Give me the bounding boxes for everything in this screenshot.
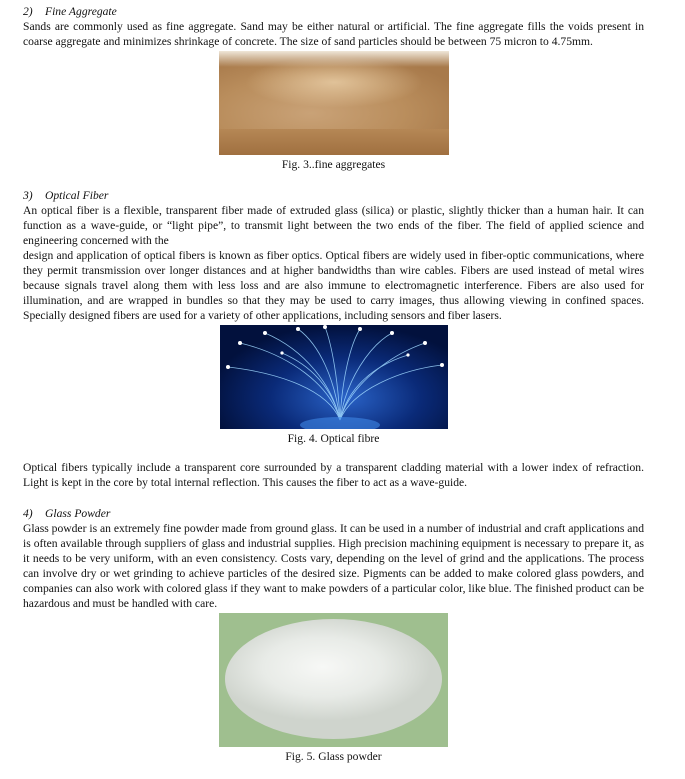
optical-fiber-image	[220, 325, 448, 429]
sand-image	[219, 51, 449, 155]
suppliers-link[interactable]: suppliers	[144, 537, 187, 550]
paragraph-glass-powder-pre: Glass powder is an extremely fine powder made from ground glass. It can be used in a number of industrial and craft applications and is often available through	[23, 522, 644, 550]
figure-caption-4: Fig. 4. Optical fibre	[287, 432, 380, 445]
paragraph-glass-powder	[23, 521, 644, 611]
section-heading-fine-aggregate	[23, 4, 644, 19]
fiber-strands	[220, 325, 448, 429]
section-number: 3)	[23, 189, 33, 202]
section-title: Glass Powder	[45, 507, 111, 520]
document-page	[23, 4, 644, 764]
section-number: 4)	[23, 507, 33, 520]
section-title: Fine Aggregate	[45, 5, 117, 18]
figure-caption-5: Fig. 5. Glass powder	[285, 750, 382, 763]
paragraph-fine-aggregate: Sands are commonly used as fine aggregate. Sand may be either natural or artificial. The fine aggregate fills the voids present in coarse aggregate and minimizes shrinkage of concrete. The size of sand particles should be between 75 micron to 4.75mm.	[23, 20, 644, 48]
paragraph-optical-fiber-2: design and application of optical fibers is known as fiber optics. Optical fibers are widely used in fiber-optic communications, where they permit transmission over longer distances and at higher bandwidths than wire cables. Fibers are used instead of metal wires because signals travel along them with less loss and are also immune to electromagnetic interference. Fibers are also used for illumination, and are wrapped in bundles so that they may be used to carry images, thus allowing viewing in confined spaces. Specially designed fibers are used for a variety of other applications, including sensors and fiber lasers.	[23, 249, 644, 322]
section-number: 2)	[23, 5, 33, 18]
glass-powder-image	[219, 613, 448, 747]
paragraph-glass-powder-post: of glass and industrial supplies. High precision machining equipment is necessary to prepare it, as it needs to be very uniform, with an even consistency. Costs vary, depending on the level of grind and the applications. The process can involve dry or wet grinding to achieve particles of the desired size. Pigments can be added to make colored glass powders, and companies can also work with colored glass if they want to make powders of a particular color, like blue. The finished product can be hazardous and must be handled with care.	[23, 537, 644, 610]
section-title: Optical Fiber	[45, 189, 109, 202]
figure-caption-3: Fig. 3..fine aggregates	[281, 158, 386, 171]
paragraph-optical-fiber-3: Optical fibers typically include a transparent core surrounded by a transparent cladding material with a lower index of refraction. Light is kept in the core by total internal reflection. This causes the fiber to act as a wave-guide.	[23, 461, 644, 489]
section-heading-optical-fiber	[23, 188, 644, 203]
section-heading-glass-powder	[23, 506, 644, 521]
paragraph-optical-fiber-1: An optical fiber is a flexible, transparent fiber made of extruded glass (silica) or plastic, slightly thicker than a human hair. It can function as a wave-guide, or “light pipe”, to transmit light between the two ends of the fiber. The field of applied science and engineering concerned with the	[23, 204, 644, 247]
